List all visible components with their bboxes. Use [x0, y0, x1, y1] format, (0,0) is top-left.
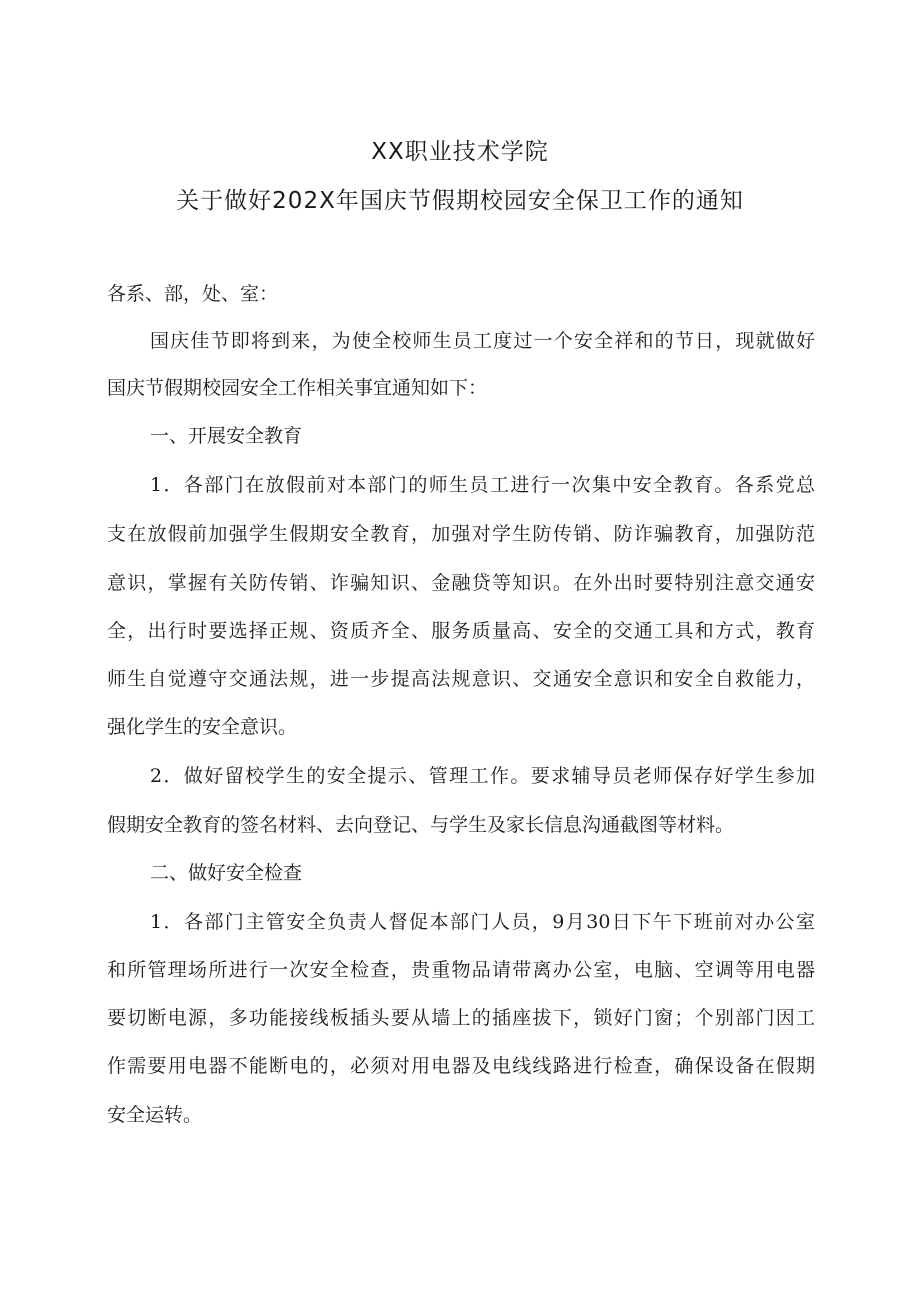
paragraph-line: 全，出行时要选择正规、资质齐全、服务质量高、安全的交通工具和方式，教育 — [107, 620, 815, 642]
salutation: 各系、部，处、室： — [107, 283, 279, 305]
paragraph-line: 要切断电源，多功能接线板插头要从墙上的插座拔下，锁好门窗；个别部门因工 — [107, 1007, 815, 1029]
paragraph-line: 2．做好留校学生的安全提示、管理工作。要求辅导员老师保存好学生参加 — [150, 765, 815, 787]
paragraph-line: 和所管理场所进行一次安全检查，贵重物品请带离办公室，电脑、空调等用电器 — [107, 959, 815, 981]
section-heading: 一、开展安全教育 — [150, 425, 303, 447]
paragraph-line: 1．各部门主管安全负责人督促本部门人员，9月30日下午下班前对办公室 — [150, 911, 815, 933]
intro-line: 国庆节假期校园安全工作相关事宜通知如下： — [107, 377, 488, 399]
paragraph-line: 强化学生的安全意识。 — [107, 716, 298, 738]
document-title-notice: 关于做好202X年国庆节假期校园安全保卫工作的通知 — [176, 188, 744, 214]
paragraph-line: 师生自觉遵守交通法规，进一步提高法规意识、交通安全意识和安全自救能力， — [107, 668, 815, 690]
section-heading: 二、做好安全检查 — [150, 862, 303, 884]
paragraph-line: 1．各部门在放假前对本部门的师生员工进行一次集中安全教育。各系党总 — [150, 474, 815, 496]
paragraph-line: 支在放假前加强学生假期安全教育，加强对学生防传销、防诈骗教育，加强防范 — [107, 523, 815, 545]
paragraph-line: 安全运转。 — [107, 1104, 203, 1126]
document-title-school: XX职业技术学院 — [371, 139, 549, 165]
paragraph-line: 假期安全教育的签名材料、去向登记、与学生及家长信息沟通截图等材料。 — [107, 814, 735, 836]
paragraph-line: 作需要用电器不能断电的，必须对用电器及电线线路进行检查，确保设备在假期 — [107, 1055, 815, 1077]
intro-line: 国庆佳节即将到来，为使全校师生员工度过一个安全祥和的节日，现就做好 — [150, 330, 815, 352]
paragraph-line: 意识，掌握有关防传销、诈骗知识、金融贷等知识。在外出时要特别注意交通安 — [107, 572, 815, 594]
